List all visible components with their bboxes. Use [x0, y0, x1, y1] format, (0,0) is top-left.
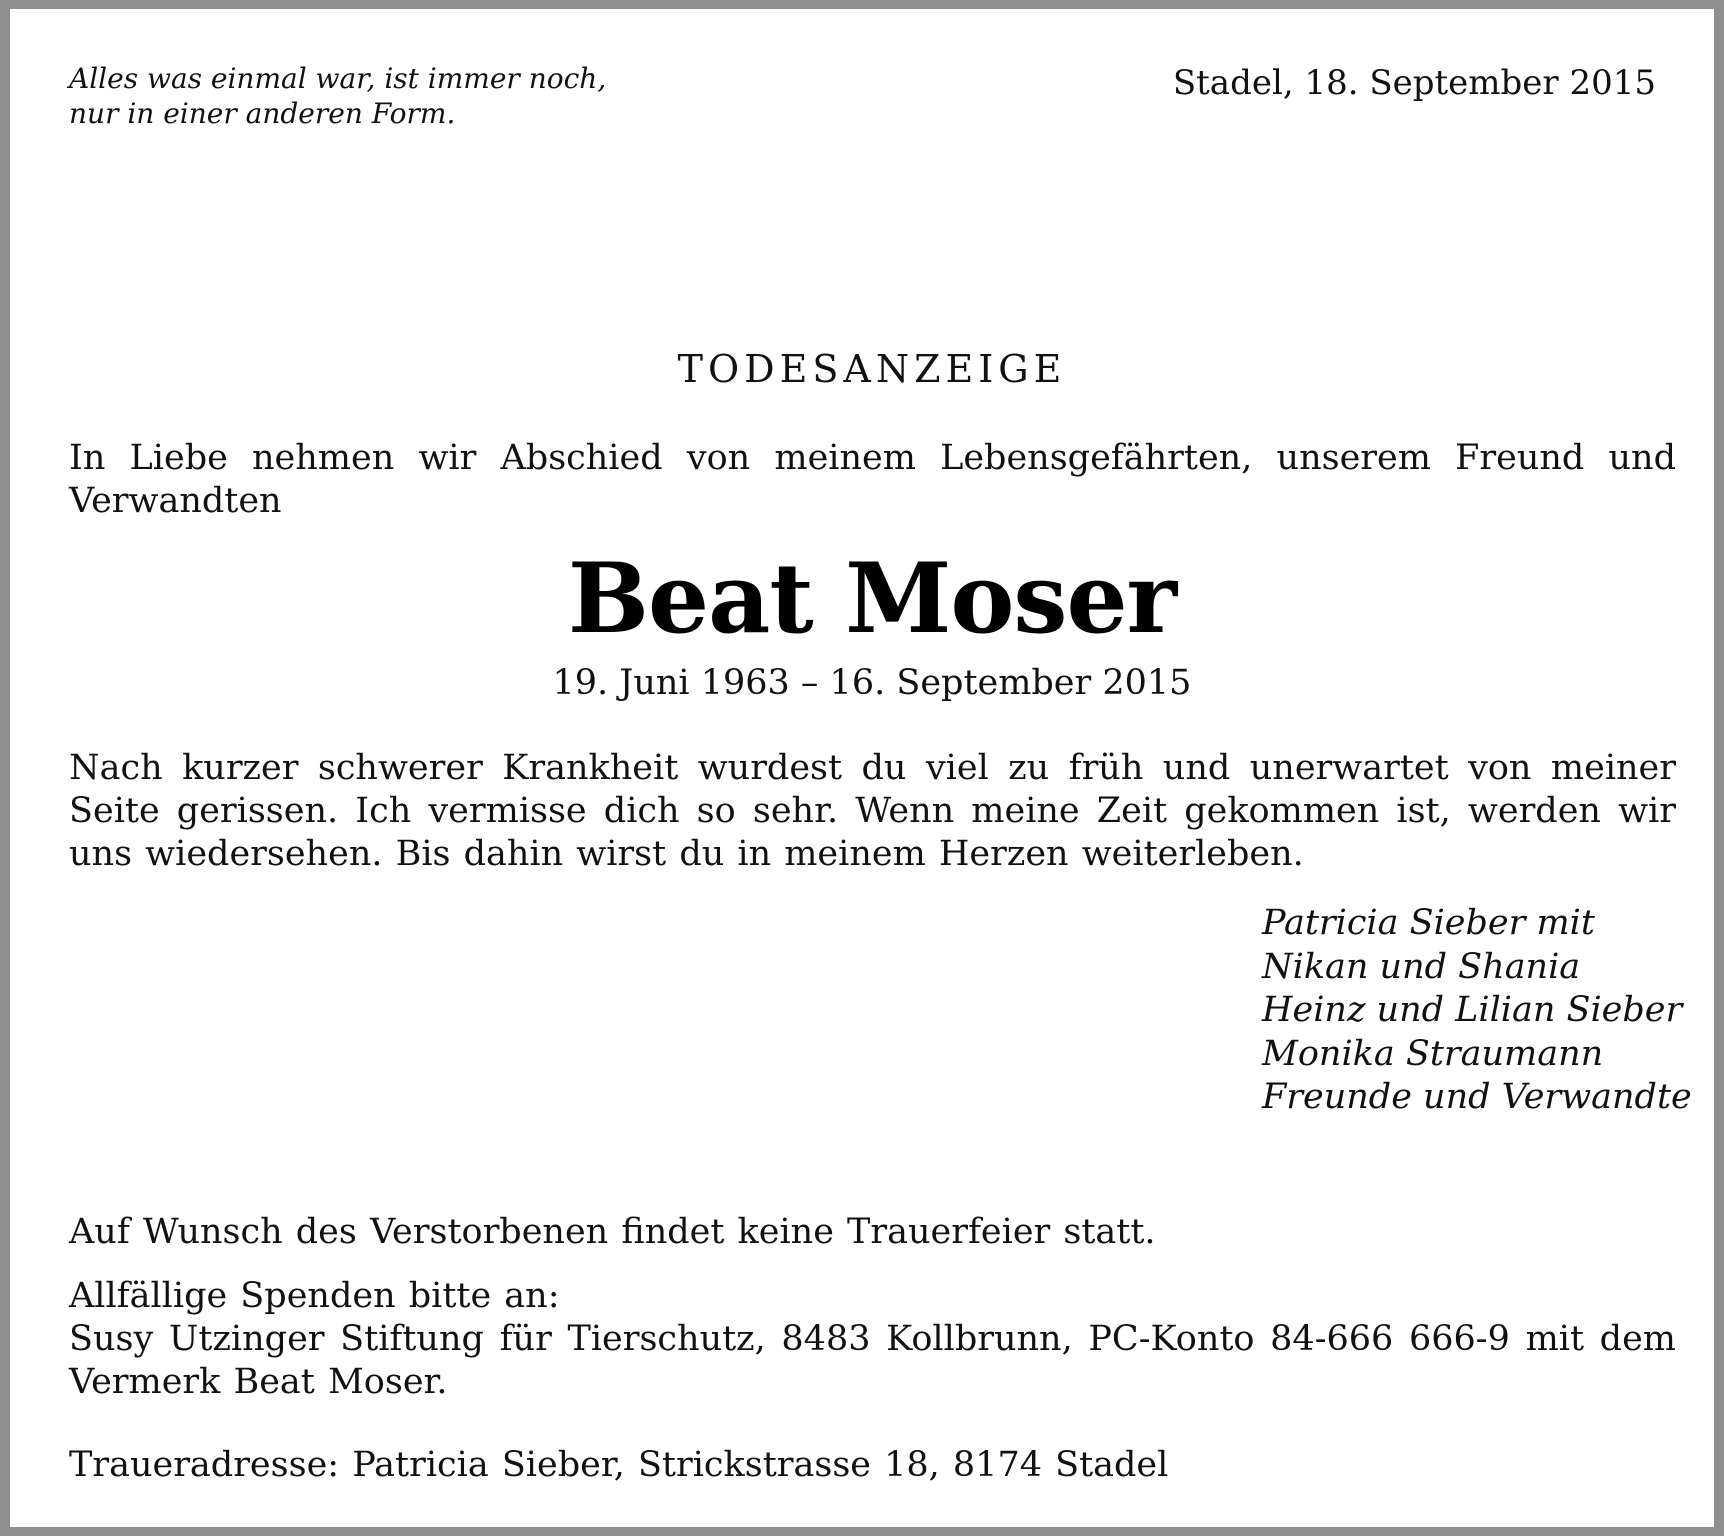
intro-text: In Liebe nehmen wir Abschied von meinem Lebensgefährten, unserem Freund und Verwandten — [69, 438, 1676, 521]
motto-line-1: Alles was einmal war, ist immer noch, — [69, 62, 607, 95]
motto-line-2: nur in einer anderen Form. — [69, 97, 456, 130]
farewell-message: Nach kurzer schwerer Krankheit wurdest du viel zu früh und unerwartet von meiner Seite gerissen. Ich vermisse dich so sehr. Wenn meine Zeit gekommen ist, werden wir uns wiedersehen. Bis dahin wirst du in meinem Herzen weiterleben. — [69, 748, 1676, 874]
notice-heading: TODESANZEIGE — [677, 347, 1067, 391]
motto-quote — [69, 61, 606, 131]
signer: Freunde und Verwandte — [1262, 1077, 1692, 1117]
signer: Patricia Sieber mit — [1262, 903, 1595, 943]
donations-detail: Susy Utzinger Stiftung für Tierschutz, 8483 Kollbrunn, PC-Konto 84-666 666-9 mit dem Vermerk Beat Moser. — [69, 1319, 1676, 1402]
signer: Nikan und Shania — [1262, 946, 1581, 987]
life-dates: 19. Juni 1963 – 16. September 2015 — [552, 663, 1192, 703]
signer: Monika Straumann — [1262, 1033, 1604, 1074]
mourning-address: Traueradresse: Patricia Sieber, Strickstrasse 18, 8174 Stadel — [69, 1445, 1169, 1485]
signer: Heinz und Lilian Sieber — [1262, 990, 1683, 1030]
donations-block — [69, 1275, 1676, 1404]
donations-label: Allfällige Spenden bitte an: — [69, 1276, 560, 1316]
place-date: Stadel, 18. September 2015 — [1172, 63, 1656, 103]
ceremony-note: Auf Wunsch des Verstorbenen findet keine Trauerfeier statt. — [69, 1212, 1156, 1252]
signers-list — [1262, 902, 1692, 1120]
deceased-name: Beat Moser — [567, 542, 1177, 655]
